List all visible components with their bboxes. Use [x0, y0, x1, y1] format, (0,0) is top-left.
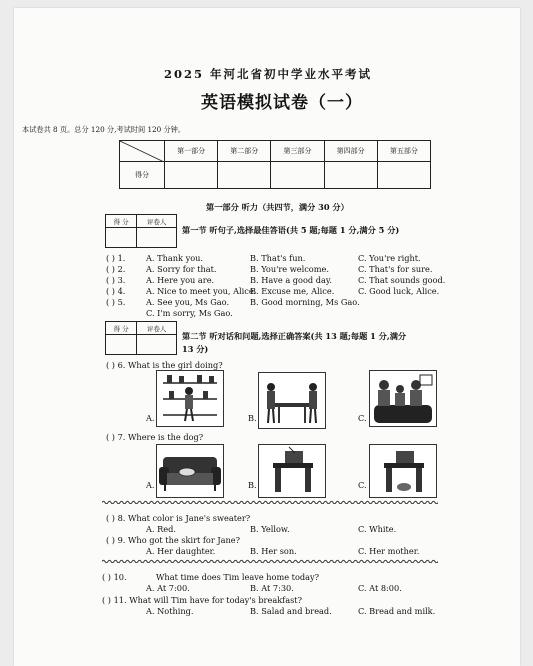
q2-option-c: C. That's for sure.	[358, 264, 433, 274]
q7-label-a: A.	[146, 480, 155, 490]
q9-option-a: A. Her daughter.	[146, 546, 216, 556]
q9-option-c: C. Her mother.	[358, 546, 420, 556]
q7-picture-b	[258, 444, 326, 498]
q7-label-b: B.	[248, 480, 257, 490]
exam-subtitle: 英语模拟试卷（一）	[201, 93, 363, 113]
girl-shopping-icon	[157, 371, 223, 426]
q10-option-b: B. At 7:30.	[250, 583, 294, 593]
q1-option-b: B. That's fun.	[250, 253, 306, 263]
q6-label-b: B.	[248, 413, 257, 423]
desk-with-dog-icon	[370, 445, 436, 497]
score-col-1: 第一部分	[165, 141, 218, 162]
q3-option-b: B. Have a good day.	[250, 275, 333, 285]
q7-stem: ( ) 7. Where is the dog?	[106, 432, 204, 442]
q11-stem: ( ) 11. What will Tim have for today's breakfast?	[102, 595, 302, 605]
q11-option-b: B. Salad and bread.	[250, 606, 332, 616]
q4-option-a: A. Nice to meet you, Alice.	[146, 286, 257, 296]
section1-heading: 第一节 听句子,选择最佳答语(共 5 题;每题 1 分,满分 5 分)	[182, 225, 400, 235]
q7-picture-c	[369, 444, 437, 498]
q3-option-c: C. That sounds good.	[358, 275, 446, 285]
q10-option-c: C. At 8:00.	[358, 583, 402, 593]
q1-option-c: C. You're right.	[358, 253, 421, 263]
section2-heading-cont: 13 分)	[182, 344, 209, 354]
q2-number: ( ) 2.	[106, 264, 126, 274]
score-table-corner	[120, 141, 165, 162]
score-row-label: 得分	[120, 162, 165, 189]
family-watching-icon	[370, 371, 436, 426]
q4-option-b: B. Excuse me, Alice.	[250, 286, 335, 296]
people-talking-icon	[259, 373, 325, 428]
exam-paper	[14, 8, 520, 666]
q11-option-a: A. Nothing.	[146, 606, 194, 616]
q6-label-c: C.	[358, 413, 367, 423]
q1-option-a: A. Thank you.	[146, 253, 204, 263]
q8-option-c: C. White.	[358, 524, 397, 534]
sofa-icon	[157, 445, 223, 497]
wavy-divider-2	[102, 559, 438, 563]
exam-intro: 本试卷共 8 页。总分 120 分,考试时间 120 分钟。	[22, 125, 186, 134]
q4-option-c: C. Good luck, Alice.	[358, 286, 440, 296]
grader-box-1: 得 分 评卷人	[105, 214, 177, 248]
q11-option-c: C. Bread and milk.	[358, 606, 436, 616]
q9-stem: ( ) 9. Who got the skirt for Jane?	[106, 535, 241, 545]
q10-option-a: A. At 7:00.	[146, 583, 190, 593]
score-col-2: 第二部分	[218, 141, 271, 162]
q7-picture-a	[156, 444, 224, 498]
grader-box-2: 得 分 评卷人	[105, 321, 177, 355]
q6-picture-b	[258, 372, 326, 429]
q10-stem: What time does Tim leave home today?	[156, 572, 320, 582]
q10-number: ( ) 10.	[102, 572, 127, 582]
q2-option-a: A. Sorry for that.	[146, 264, 217, 274]
q2-option-b: B. You're welcome.	[250, 264, 329, 274]
q8-option-a: A. Red.	[146, 524, 176, 534]
exam-title: 2025 年河北省初中学业水平考试	[164, 67, 373, 81]
score-col-3: 第三部分	[271, 141, 324, 162]
q8-stem: ( ) 8. What color is Jane's sweater?	[106, 513, 251, 523]
q6-picture-c	[369, 370, 437, 427]
score-col-5: 第五部分	[377, 141, 430, 162]
q9-option-b: B. Her son.	[250, 546, 297, 556]
q3-number: ( ) 3.	[106, 275, 126, 285]
q6-label-a: A.	[146, 413, 155, 423]
q8-option-b: B. Yellow.	[250, 524, 290, 534]
q7-label-c: C.	[358, 480, 367, 490]
q5-option-c: C. I'm sorry, Ms Gao.	[146, 308, 233, 318]
section2-heading: 第二节 听对话和问题,选择正确答案(共 13 题;每题 1 分,满分	[182, 331, 407, 341]
q5-option-a: A. See you, Ms Gao.	[146, 297, 230, 307]
q1-number: ( ) 1.	[106, 253, 126, 263]
q4-number: ( ) 4.	[106, 286, 126, 296]
q5-option-b: B. Good morning, Ms Gao.	[250, 297, 360, 307]
score-table	[119, 140, 431, 189]
q5-number: ( ) 5.	[106, 297, 126, 307]
q3-option-a: A. Here you are.	[146, 275, 215, 285]
part1-heading: 第一部分 听力（共四节，满分 30 分）	[206, 202, 349, 212]
score-col-4: 第四部分	[324, 141, 377, 162]
q6-stem: ( ) 6. What is the girl doing?	[106, 360, 223, 370]
q6-picture-a	[156, 370, 224, 427]
wavy-divider-1	[102, 500, 438, 504]
desk-icon	[259, 445, 325, 497]
